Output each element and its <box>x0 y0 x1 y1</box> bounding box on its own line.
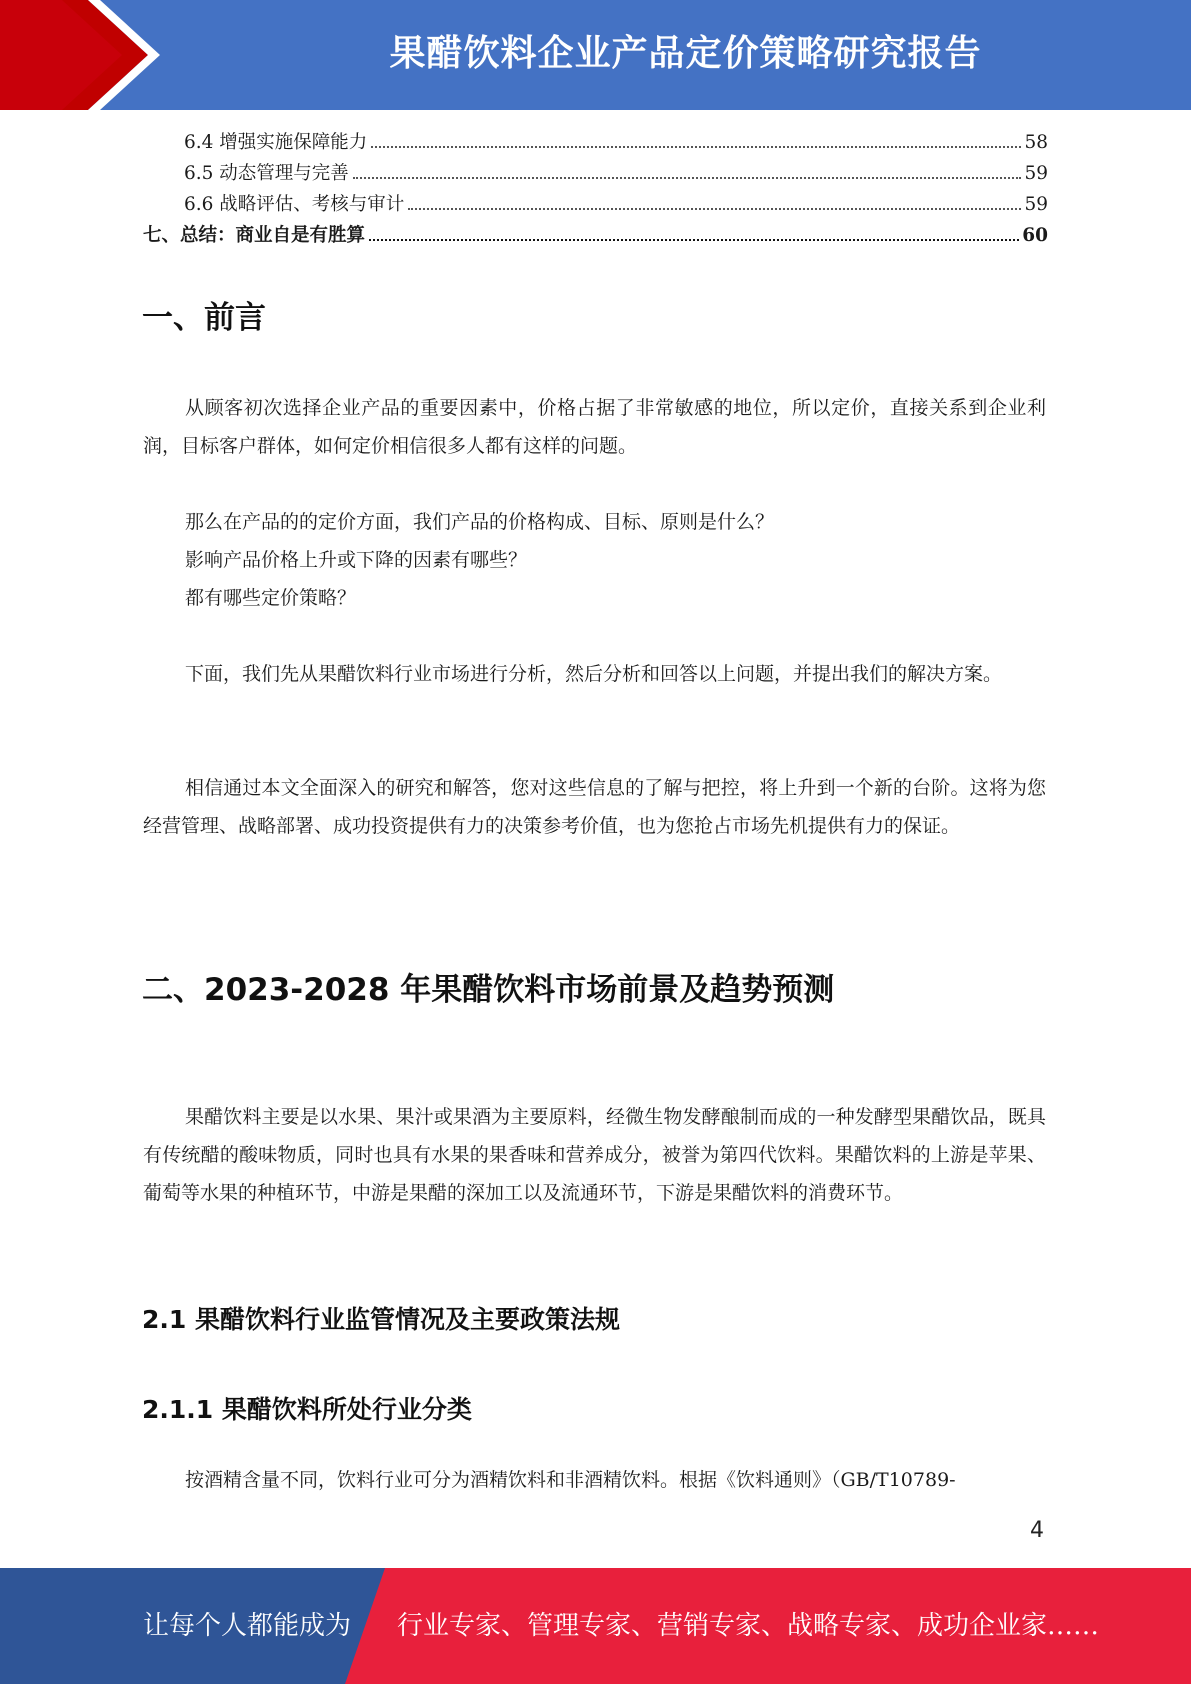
section-heading-preface: 一、前言 <box>142 300 266 336</box>
toc-leader-dots <box>353 176 1022 179</box>
paragraph: 从顾客初次选择企业产品的重要因素中，价格占据了非常敏感的地位，所以定价，直接关系到企业利润，目标客户群体，如何定价相信很多人都有这样的问题。 <box>143 397 1046 457</box>
toc-leader-dots <box>369 238 1019 241</box>
paragraph: 相信通过本文全面深入的研究和解答，您对这些信息的了解与把控，将上升到一个新的台阶。这将为您经营管理、战略部署、成功投资提供有力的决策参考价值，也为您抢占市场先机提供有力的保证。 <box>143 777 1046 837</box>
toc-entry-page: 58 <box>1024 132 1048 153</box>
toc-entry-page: 60 <box>1022 225 1048 246</box>
question-list <box>185 503 774 617</box>
section-heading-market-outlook: 二、2023-2028 年果醋饮料市场前景及趋势预测 <box>142 972 835 1008</box>
toc-entry-label: 七、总结：商业自是有胜算 <box>143 225 366 246</box>
toc-entry-page: 59 <box>1024 194 1048 215</box>
question-line: 都有哪些定价策略？ <box>185 587 357 609</box>
toc-entry-label: 6.6 战略评估、考核与审计 <box>184 194 405 215</box>
toc-entry[interactable] <box>143 128 1048 159</box>
report-title: 果醋饮料企业产品定价策略研究报告 <box>389 33 982 74</box>
subsection-heading: 2.1 果醋饮料行业监管情况及主要政策法规 <box>142 1305 620 1334</box>
toc-entry-label: 6.5 动态管理与完善 <box>184 163 349 184</box>
footer-slogan-left: 让每个人都能成为 <box>143 1611 352 1641</box>
question-line: 那么在产品的的定价方面，我们产品的价格构成、目标、原则是什么？ <box>185 511 775 533</box>
paragraph: 按酒精含量不同，饮料行业可分为酒精饮料和非酒精饮料。根据《饮料通则》（GB/T10789- <box>185 1469 956 1491</box>
footer-slogan-right: 行业专家、管理专家、营销专家、战略专家、成功企业家…… <box>397 1611 1100 1641</box>
toc-leader-dots <box>408 207 1021 210</box>
toc-leader-dots <box>371 145 1021 148</box>
paragraph: 下面，我们先从果醋饮料行业市场进行分析，然后分析和回答以上问题，并提出我们的解决方案。 <box>185 663 1003 685</box>
toc-entry[interactable] <box>143 221 1048 252</box>
toc-entry-page: 59 <box>1024 163 1048 184</box>
page-footer <box>0 1568 1191 1684</box>
toc-entry[interactable] <box>143 159 1048 190</box>
toc-entry-label: 6.4 增强实施保障能力 <box>184 132 368 153</box>
question-line: 影响产品价格上升或下降的因素有哪些？ <box>185 549 528 571</box>
toc-entry[interactable] <box>143 190 1048 221</box>
paragraph: 果醋饮料主要是以水果、果汁或果酒为主要原料，经微生物发酵酿制而成的一种发酵型果醋饮品，既具有传统醋的酸味物质，同时也具有水果的果香味和营养成分，被誉为第四代饮料。果醋饮料的上游是苹果、葡萄等水果的种植环节，中游是果醋的深加工以及流通环节，下游是果醋饮料的消费环节。 <box>143 1106 1046 1204</box>
subsection-heading: 2.1.1 果醋饮料所处行业分类 <box>142 1395 472 1424</box>
page-number: 4 <box>1030 1518 1044 1543</box>
table-of-contents <box>143 128 1048 252</box>
page-header <box>0 0 1191 110</box>
